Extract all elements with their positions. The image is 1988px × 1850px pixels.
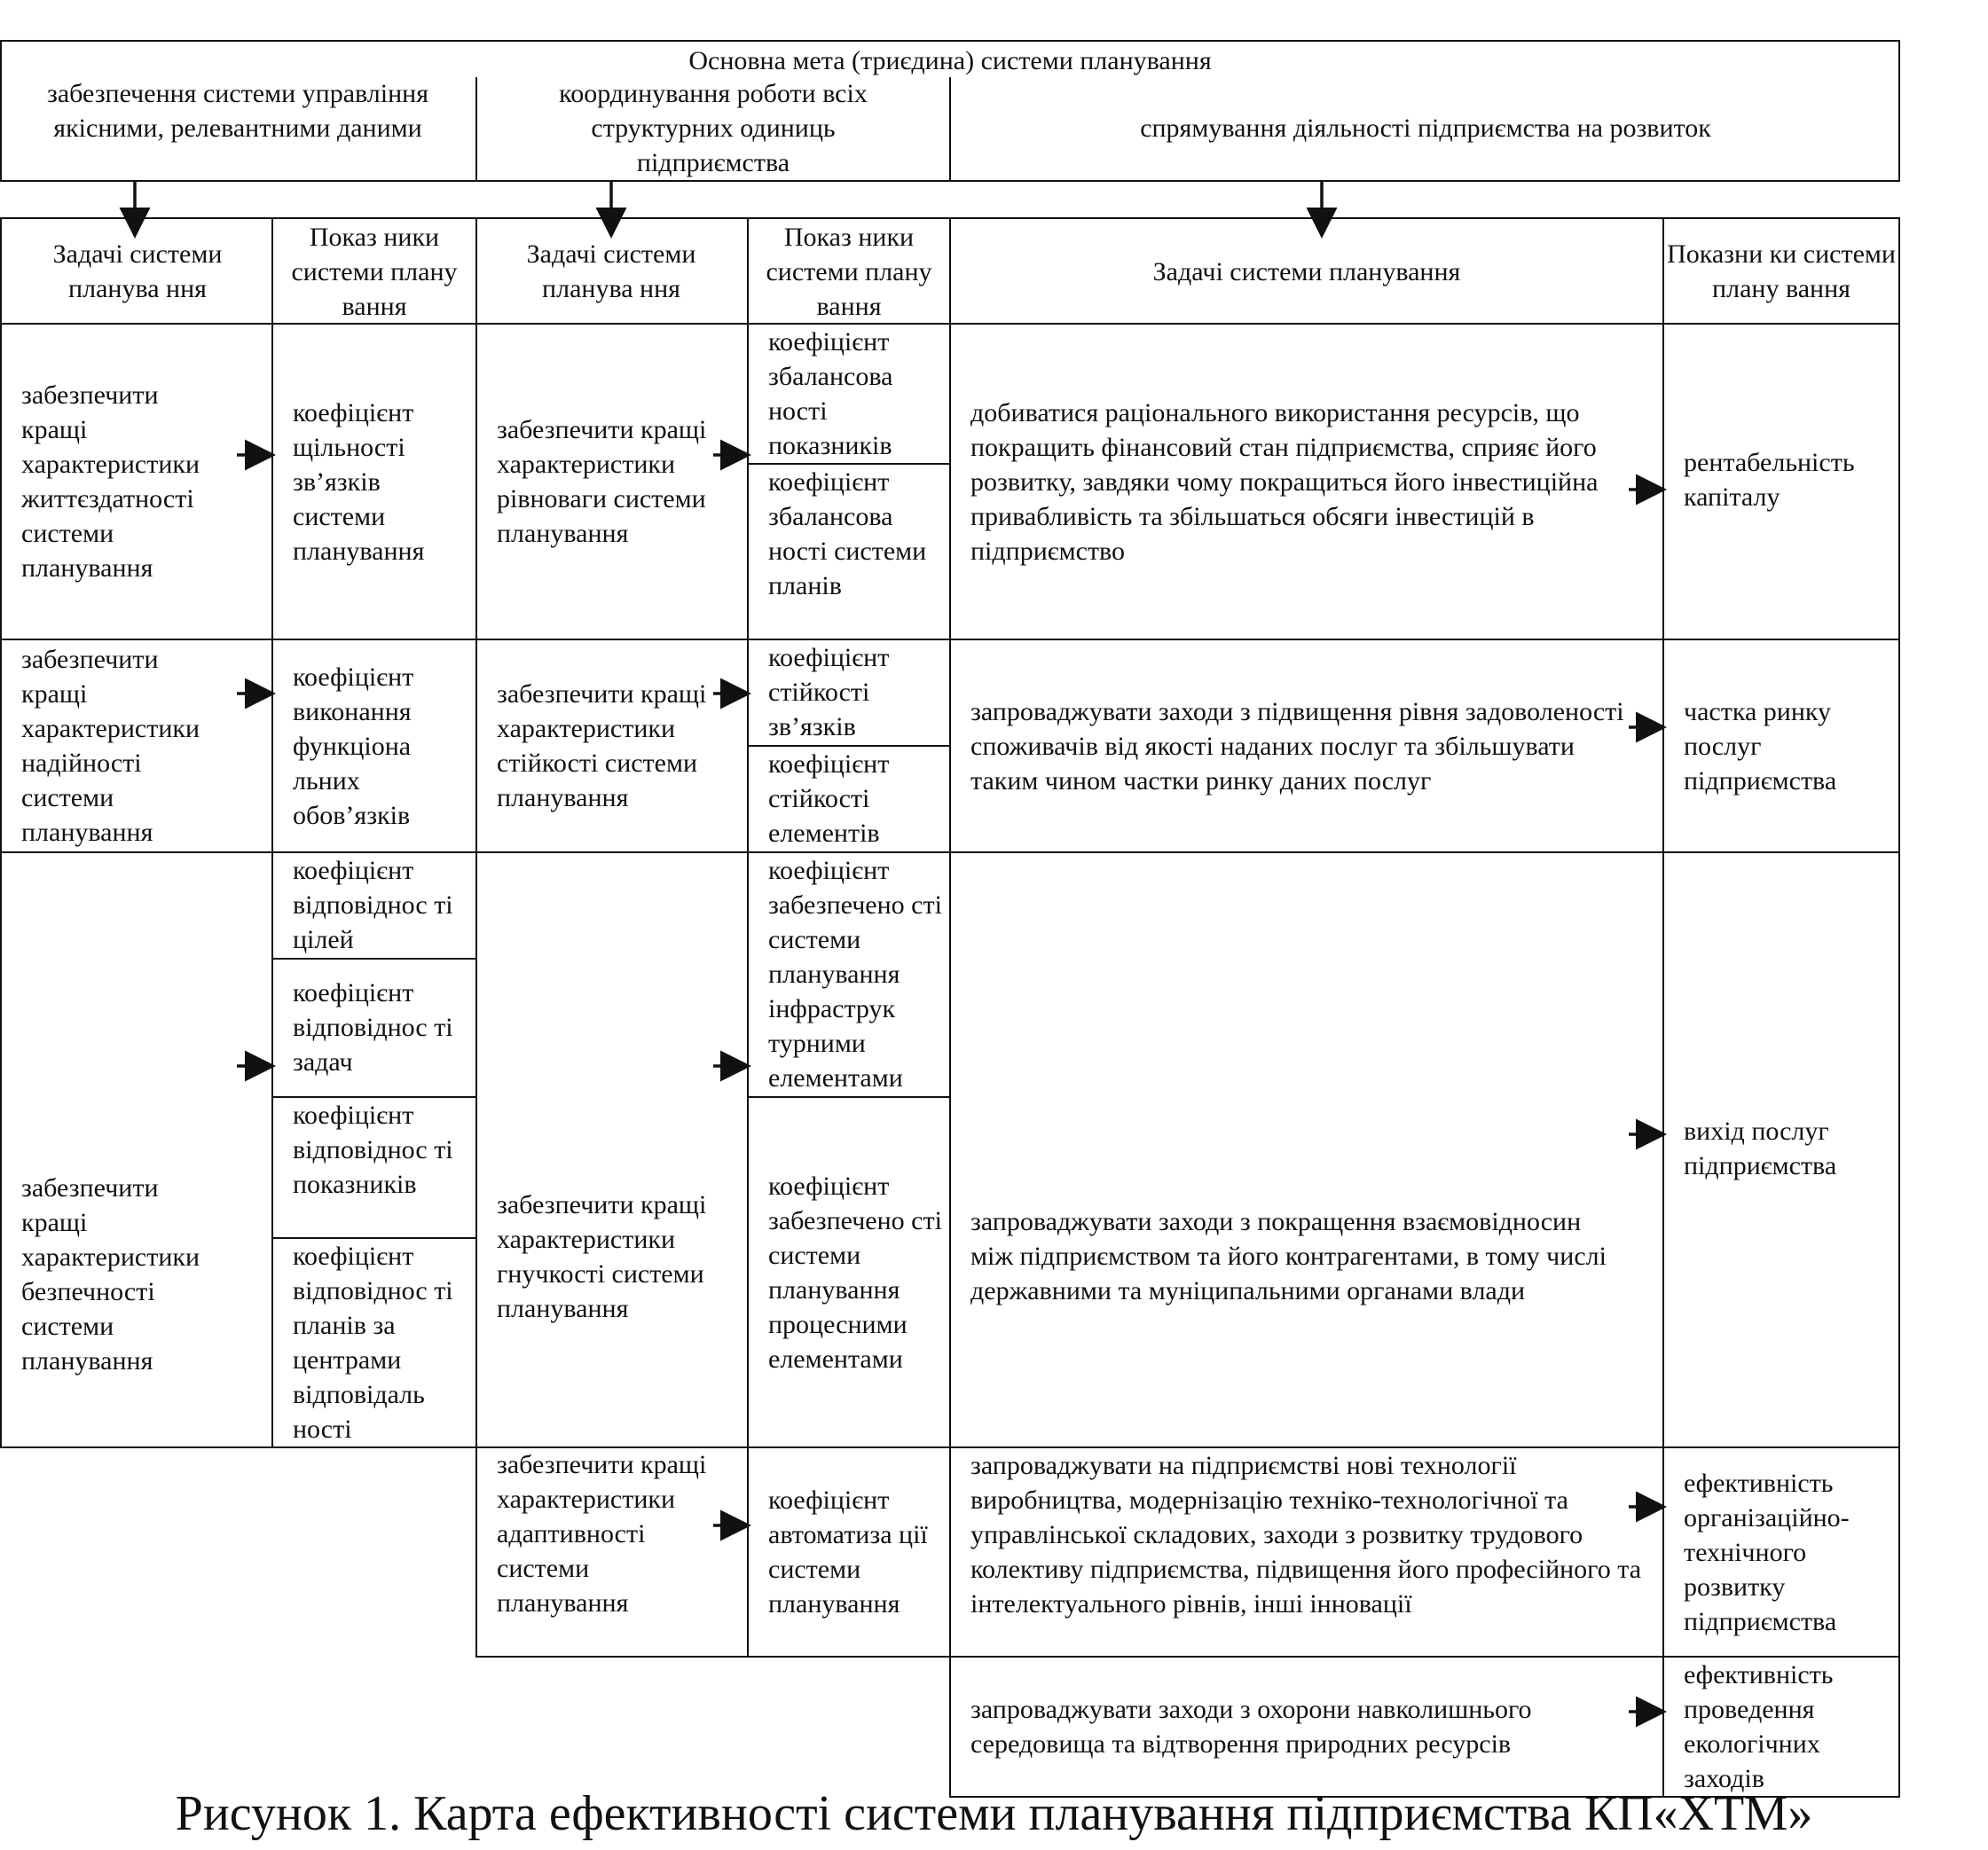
figure-caption: Рисунок 1. Карта ефективності системи планування підприємства КП«ХТМ» — [175, 1786, 1813, 1841]
indicator-c-output: вихід послуг підприємства — [1684, 1117, 1837, 1180]
task-a-safety: забезпечити кращі характеристики безпечності системи планування — [21, 1172, 200, 1376]
indicator-a-indicators: коефіцієнт відповіднос ті показників — [293, 1101, 453, 1199]
indicator-c-org-tech: ефективність організаційно-технічного розвитку підприємства — [1684, 1468, 1850, 1636]
indicator-b-stability-links: коефіцієнт стійкості зв’язків — [768, 643, 890, 741]
indicator-b-automation: коефіцієнт автоматиза ції системи планування — [768, 1485, 928, 1619]
header-tasks-a: Задачі системи планува ння — [52, 239, 223, 303]
indicator-b-infrastructure: коефіцієнт забезпечено сті системи планування інфраструк турними елементами — [768, 856, 942, 1093]
task-c-ecology: запроваджувати заходи з охорони навколишнього середовища та відтворення природних ресурсів — [970, 1695, 1532, 1759]
goal-part-data: забезпечення системи управління якісними, релевантними даними — [46, 79, 428, 143]
indicator-a-link-density: коефіцієнт щільності зв’язків системи планування — [293, 397, 425, 566]
task-b-adaptivity: забезпечити кращі характеристики адаптивності системи планування — [497, 1450, 707, 1618]
indicator-b-stability-elements: коефіцієнт стійкості елементів — [768, 749, 890, 848]
task-c-resources: добиватися раціонального використання ресурсів, що покращить фінансовий стан підприємства, сприяє його розвитку, завдяки чому покращиться його інвестиційна привабливість та збільшаться обсяги інвестицій в підприємство — [970, 397, 1599, 566]
header-tasks-b: Задачі системи планува ння — [526, 239, 696, 303]
indicator-a-goals: коефіцієнт відповіднос ті цілей — [293, 856, 453, 954]
task-c-customers: запроваджувати заходи з підвищення рівня задоволеності споживачів від якості наданих послуг та збільшувати таким чином частки ринку даних послуг — [970, 696, 1624, 796]
task-c-counterparties: запроваджувати заходи з покращення взаємовідносин між підприємством та його контрагентами, в тому числі державними та муніципальними органами влади — [970, 1207, 1607, 1305]
task-b-balance: забезпечити кращі характеристики рівноваги системи планування — [497, 415, 707, 548]
task-b-flexibility: забезпечити кращі характеристики гнучкості системи планування — [497, 1189, 707, 1323]
task-a-viability: забезпечити кращі характеристики життєздатності системи планування — [21, 380, 200, 583]
indicator-c-profitability: рентабельність капіталу — [1684, 448, 1855, 512]
header-indicators-b: Показ ники системи плану вання — [766, 222, 932, 321]
goal-part-coordination: координування роботи всіх структурних одиниць підприємства — [559, 79, 868, 177]
task-b-stability: забезпечити кращі характеристики стійкості системи планування — [497, 679, 707, 812]
task-a-reliability: забезпечити кращі характеристики надійності системи планування — [21, 645, 200, 847]
task-c-innovation: запроваджувати на підприємстві нові технології виробництва, модернізацію техніко-технологічної та управлінської складових, заходи з розвитку трудового колективу підприємства, підвищення його професійного та інтелектуального рівнів, інші інновації — [970, 1451, 1642, 1619]
header-tasks-c: Задачі системи планування — [1152, 256, 1461, 286]
goal-part-development: спрямування діяльності підприємства на розвиток — [1140, 113, 1711, 143]
indicator-a-plans: коефіцієнт відповіднос ті планів за центрами відповідаль ності — [293, 1242, 453, 1444]
goal-title: Основна мета (триєдина) системи планування — [688, 45, 1212, 75]
indicator-c-market-share: частка ринку послуг підприємства — [1684, 696, 1837, 796]
indicator-b-balance-indicators: коефіцієнт збалансова ності показників — [768, 327, 893, 460]
indicator-b-process: коефіцієнт забезпечено сті системи планування процесними елементами — [768, 1171, 942, 1374]
header-indicators-c: Показни ки системи плану вання — [1667, 239, 1896, 303]
header-indicators-a: Показ ники системи плану вання — [291, 222, 458, 321]
indicator-a-tasks: коефіцієнт відповіднос ті задач — [293, 978, 453, 1077]
indicator-c-ecology: ефективність проведення екологічних заходів — [1684, 1660, 1834, 1793]
indicator-a-duties: коефіцієнт виконання функціона льних обов’язків — [293, 662, 414, 830]
indicator-b-balance-plans: коефіцієнт збалансова ності системи планів — [768, 467, 927, 600]
